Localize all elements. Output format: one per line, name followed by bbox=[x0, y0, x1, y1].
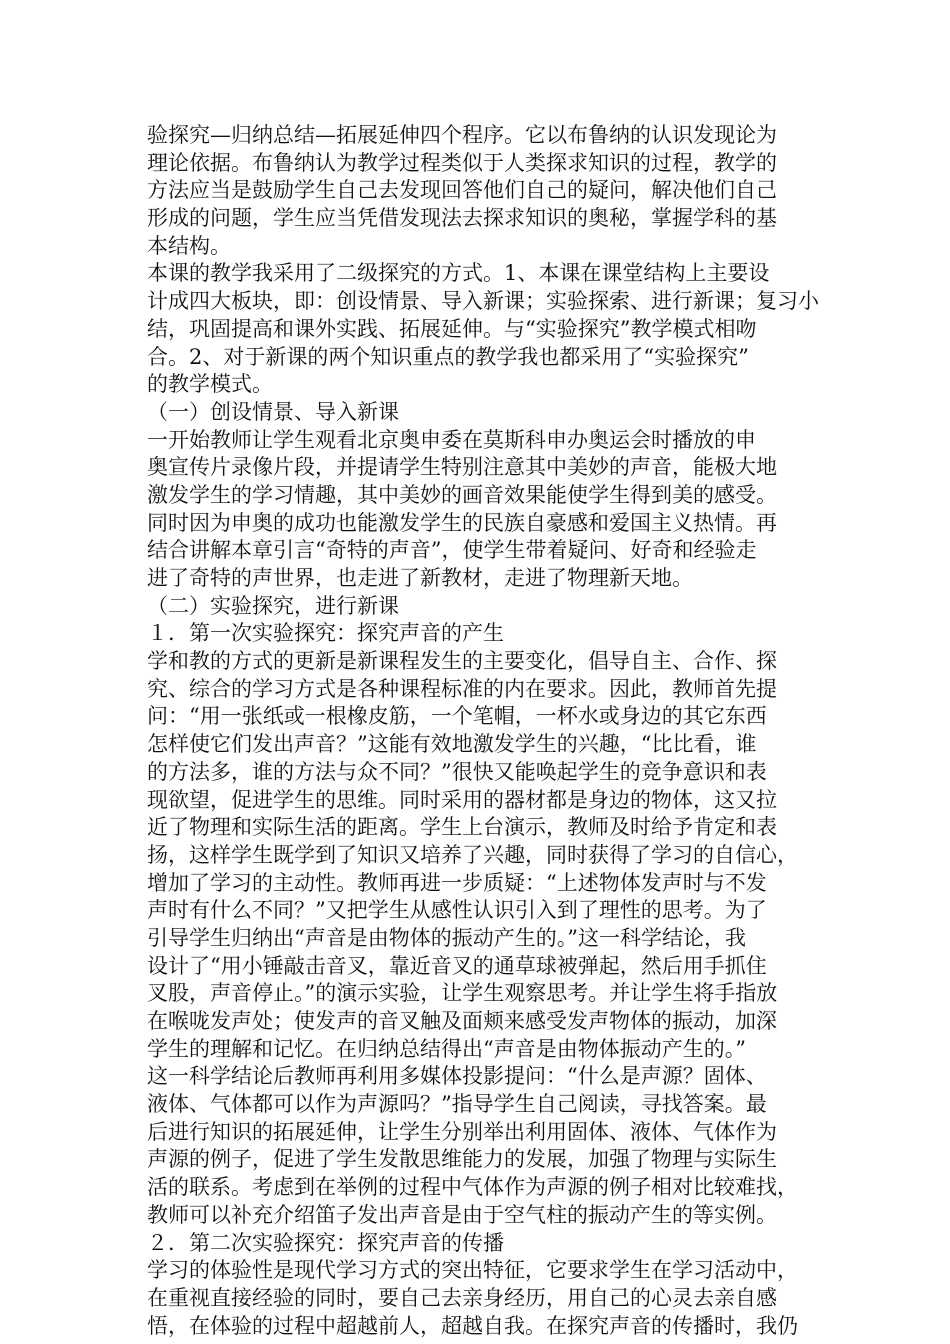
text-line: 怎样使它们发出声音？”这能有效地激发学生的兴趣，“比比看，谁 bbox=[147, 732, 757, 757]
text-line: 验探究—归纳总结—拓展延伸四个程序。它以布鲁纳的认识发现论为 bbox=[147, 123, 777, 147]
text-line: 学习的体验性是现代学习方式的突出特征，它要求学生在学习活动中， bbox=[147, 1258, 798, 1283]
text-line: 这一科学结论后教师再利用多媒体投影提问：“什么是声源？固体、 bbox=[147, 1064, 767, 1089]
text-line: 本结构。 bbox=[147, 233, 231, 258]
text-line: 的方法多，谁的方法与众不同？”很快又能唤起学生的竞争意识和表 bbox=[147, 759, 767, 784]
text-line: 计成四大板块，即：创设情景、导入新课；实验探索、进行新课；复习小 bbox=[147, 289, 819, 314]
text-line: 悟，在体验的过程中超越前人，超越自我。在探究声音的传播时，我仍 bbox=[147, 1313, 798, 1338]
text-line: 进了奇特的声世界，也走进了新教材，走进了物理新天地。 bbox=[147, 566, 693, 590]
text-line: 本课的教学我采用了二级探究的方式。1、本课在课堂结构上主要设 bbox=[147, 261, 770, 286]
text-line: 增加了学习的主动性。教师再进一步质疑：“上述物体发声时与不发 bbox=[147, 870, 767, 895]
text-line: 声源的例子，促进了学生发散思维能力的发展，加强了物理与实际生 bbox=[147, 1147, 777, 1172]
text-line: 声时有什么不同？”又把学生从感性认识引入到了理性的思考。为了 bbox=[147, 898, 767, 923]
text-line: 问：“用一张纸或一根橡皮筋，一个笔帽，一杯水或身边的其它东西 bbox=[147, 704, 767, 729]
text-line: 叉股，声音停止。”的演示实验，让学生观察思考。并让学生将手指放 bbox=[147, 981, 778, 1006]
subsection-heading: １．第一次实验探究：探究声音的产生 bbox=[147, 621, 504, 646]
text-line: 同时因为申奥的成功也能激发学生的民族自豪感和爱国主义热情。再 bbox=[147, 510, 777, 535]
text-line: 学和教的方式的更新是新课程发生的主要变化，倡导自主、合作、探 bbox=[147, 649, 777, 674]
text-line: 合。2、对于新课的两个知识重点的教学我也都采用了“实验探究” bbox=[147, 344, 749, 369]
text-line: 在重视直接经验的同时，要自己去亲身经历，用自己的心灵去亲自感 bbox=[147, 1285, 777, 1310]
text-line: 教师可以补充介绍笛子发出声音是由于空气柱的振动产生的等实例。 bbox=[147, 1202, 777, 1227]
document-body-text bbox=[147, 122, 817, 1340]
text-line: 后进行知识的拓展延伸，让学生分别举出利用固体、液体、气体作为 bbox=[147, 1119, 777, 1144]
text-line: 结合讲解本章引言“奇特的声音”，使学生带着疑问、好奇和经验走 bbox=[147, 538, 757, 563]
text-line: 的教学模式。 bbox=[147, 372, 273, 397]
text-line: 活的联系。考虑到在举例的过程中气体作为声源的例子相对比较难找， bbox=[147, 1175, 798, 1200]
text-line: 学生的理解和记忆。在归纳总结得出“声音是由物体振动产生的。” bbox=[147, 1036, 746, 1061]
text-line: 奥宣传片录像片段，并提请学生特别注意其中美妙的声音，能极大地 bbox=[147, 455, 777, 480]
text-line: 在喉咙发声处；使发声的音叉触及面颊来感受发声物体的振动，加深 bbox=[147, 1009, 777, 1033]
text-line: 激发学生的学习情趣，其中美妙的画音效果能使学生得到美的感受。 bbox=[147, 482, 777, 507]
text-line: 液体、气体都可以作为声源吗？”指导学生自己阅读，寻找答案。最 bbox=[147, 1092, 767, 1117]
section-heading: （一）创设情景、导入新课 bbox=[147, 399, 399, 424]
text-line: 究、综合的学习方式是各种课程标准的内在要求。因此，教师首先提 bbox=[147, 676, 777, 701]
text-line: 近了物理和实际生活的距离。学生上台演示，教师及时给予肯定和表 bbox=[147, 815, 777, 840]
text-line: 一开始教师让学生观看北京奥申委在莫斯科申办奥运会时播放的申 bbox=[147, 427, 756, 452]
text-line: 理论依据。布鲁纳认为教学过程类似于人类探求知识的过程，教学的 bbox=[147, 150, 777, 175]
text-line: 结，巩固提高和课外实践、拓展延伸。与“实验探究”教学模式相吻 bbox=[147, 316, 757, 341]
subsection-heading: ２．第二次实验探究：探究声音的传播 bbox=[147, 1230, 504, 1255]
text-line: 形成的问题，学生应当凭借发现法去探求知识的奥秘，掌握学科的基 bbox=[147, 206, 777, 231]
text-line: 设计了“用小锤敲击音叉，靠近音叉的通草球被弹起，然后用手抓住 bbox=[147, 953, 767, 978]
section-heading: （二）实验探究，进行新课 bbox=[147, 593, 399, 618]
text-line: 扬，这样学生既学到了知识又培养了兴趣，同时获得了学习的自信心， bbox=[147, 842, 798, 867]
text-line: 引导学生归纳出“声音是由物体的振动产生的。”这一科学结论，我 bbox=[147, 925, 746, 950]
text-line: 现欲望，促进学生的思维。同时采用的器材都是身边的物体，这又拉 bbox=[147, 787, 777, 812]
text-line: 方法应当是鼓励学生自己去发现回答他们自己的疑问，解决他们自己 bbox=[147, 178, 777, 203]
